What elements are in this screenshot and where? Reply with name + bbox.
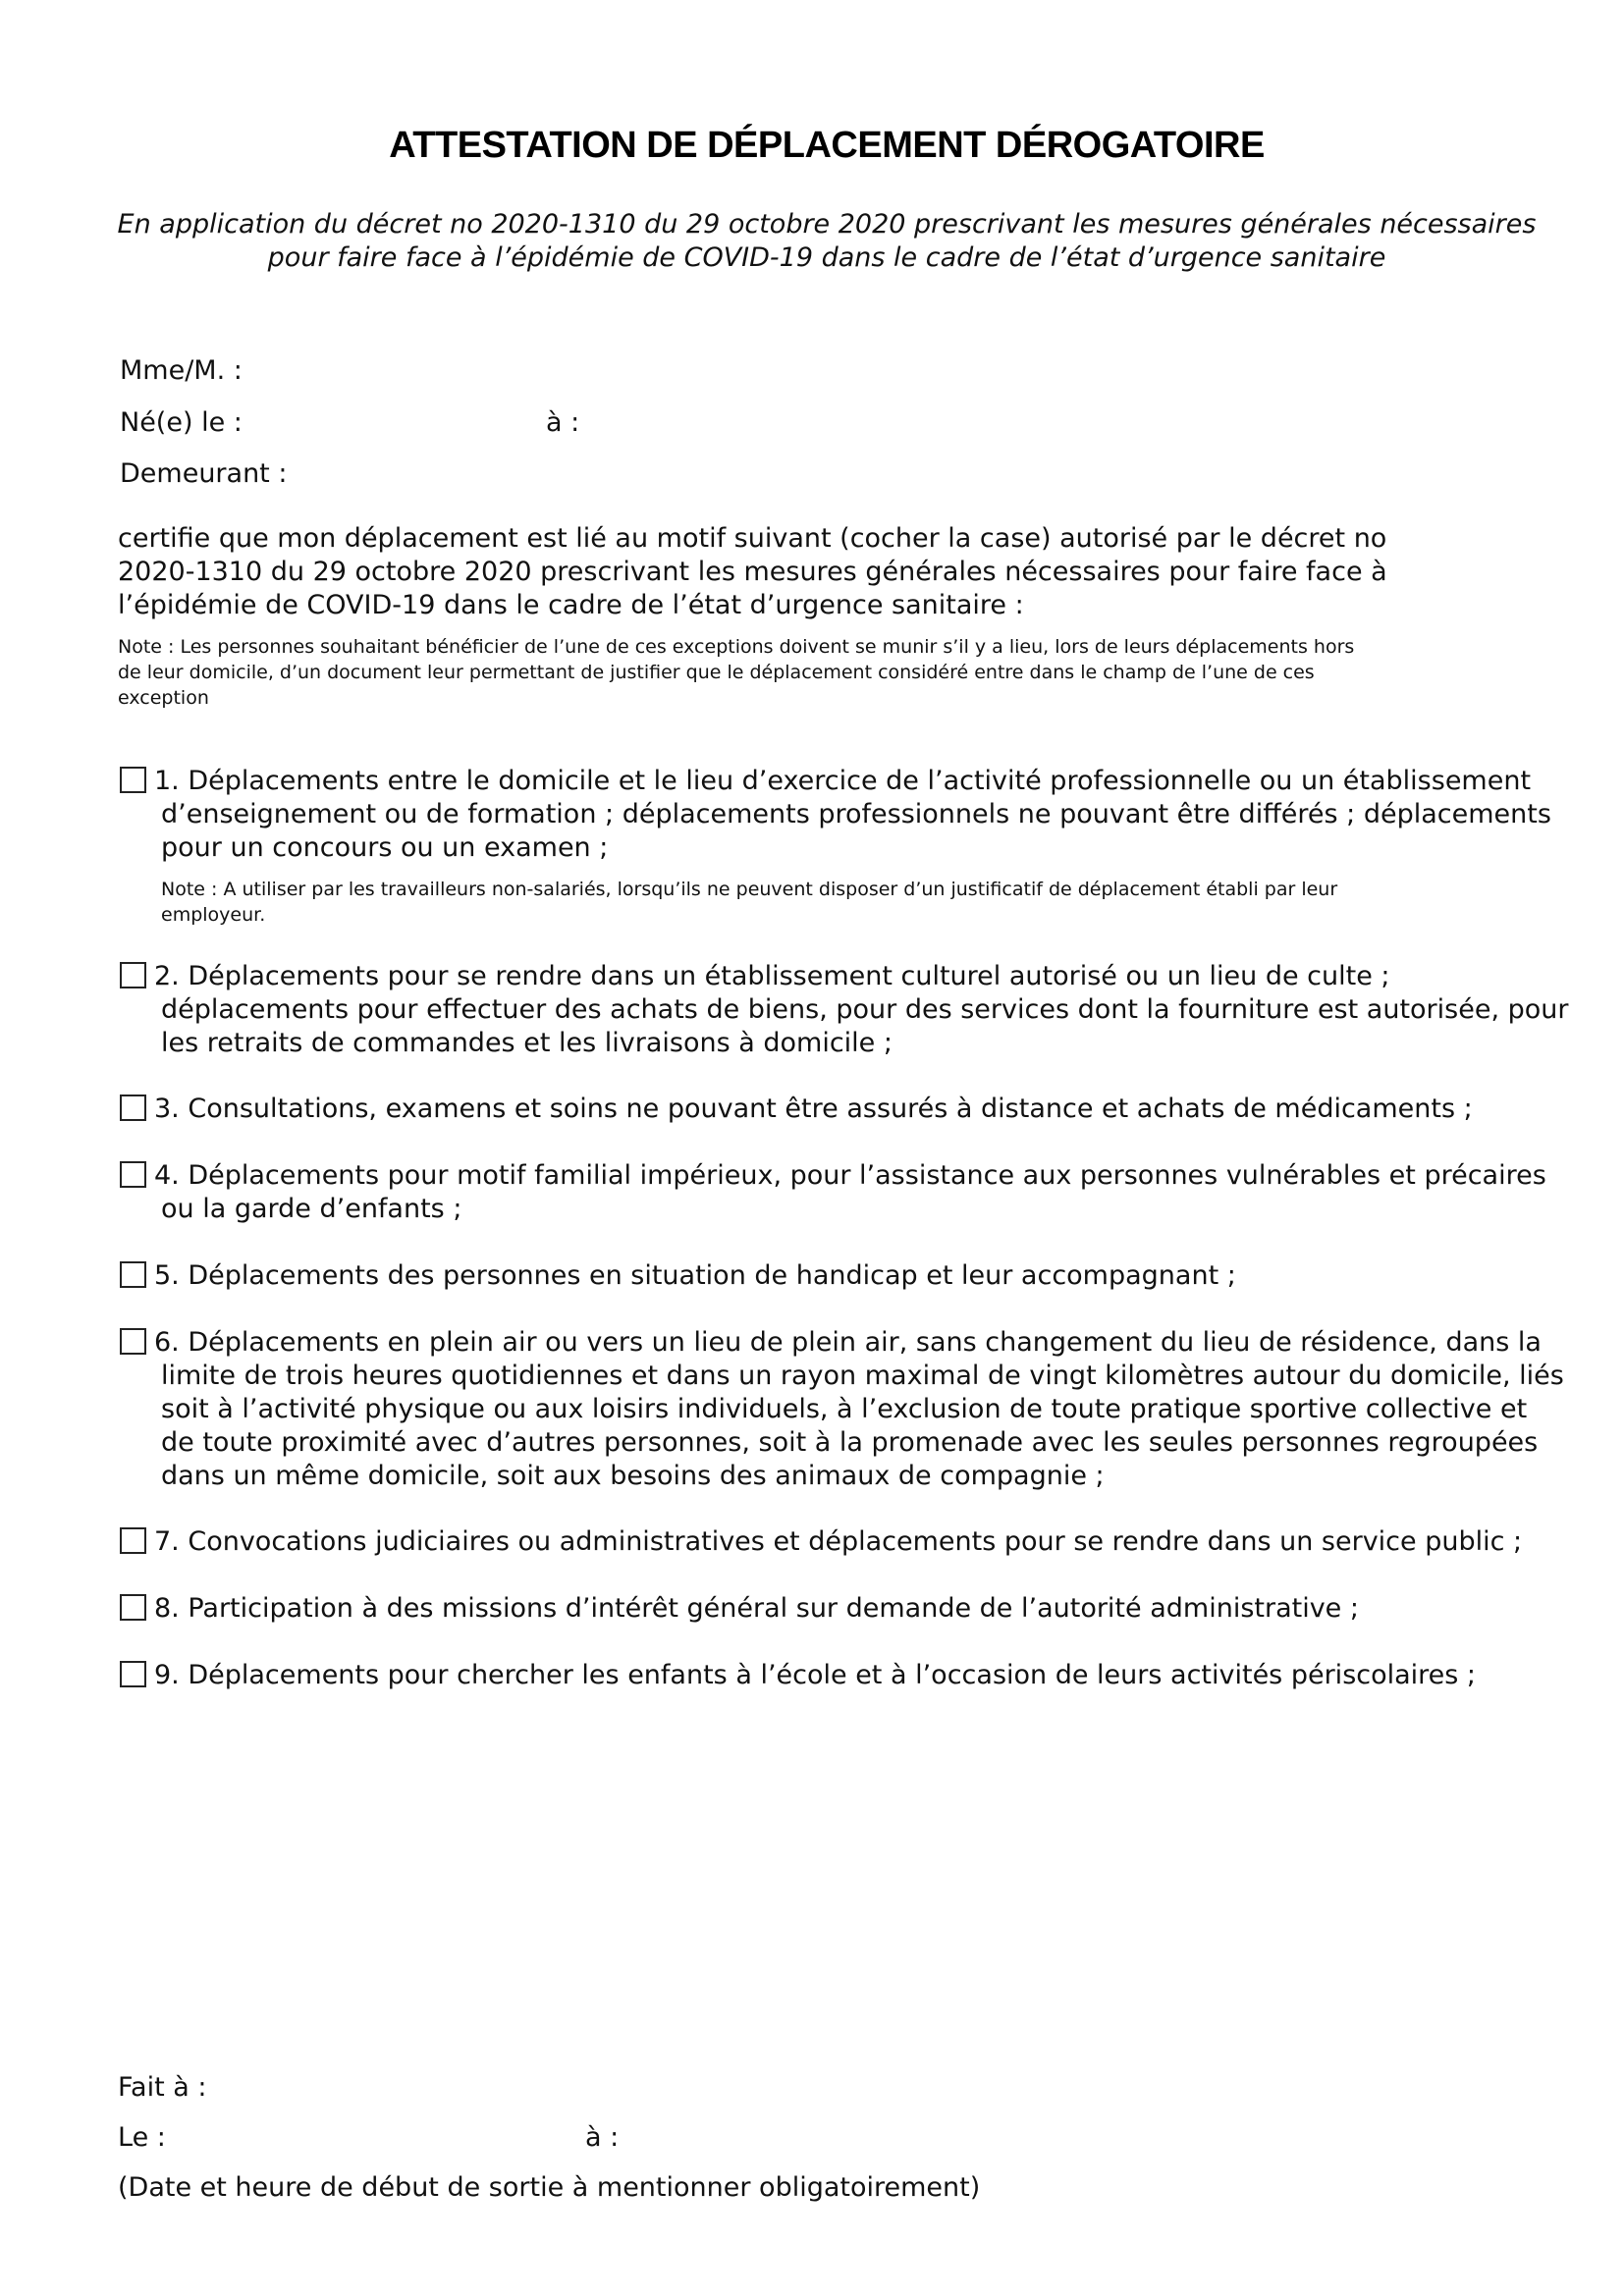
- option-text: ou la garde d’enfants ;: [161, 1194, 462, 1224]
- option-text: les retraits de commandes et les livraisons à domicile ;: [161, 1028, 893, 1058]
- document-title: ATTESTATION DE DÉPLACEMENT DÉROGATOIRE: [389, 125, 1265, 166]
- reason-checkbox-1[interactable]: [120, 767, 146, 793]
- option-text: 9. Déplacements pour chercher les enfants à l’école et à l’occasion de leurs activités périscolaires ;: [154, 1660, 1477, 1690]
- exceptions-note: [118, 634, 1354, 711]
- date-time-instruction: (Date et heure de début de sortie à mentionner obligatoirement): [118, 2172, 981, 2203]
- option-text: 8. Participation à des missions d’intérêt général sur demande de l’autorité administrative ;: [154, 1593, 1359, 1624]
- birth-date-field-label: Né(e) le :: [120, 407, 243, 438]
- option-text: limite de trois heures quotidiennes et dans un rayon maximal de vingt kilomètres autour du domicile, liés: [161, 1361, 1564, 1391]
- option-text: déplacements pour effectuer des achats de biens, pour des services dont la fourniture est autorisée, pour: [161, 994, 1569, 1025]
- reason-checkbox-5[interactable]: [120, 1261, 146, 1288]
- note-line: Note : A utiliser par les travailleurs non-salariés, lorsqu’ils ne peuvent disposer d’un justificatif de déplacement établi par leur: [161, 879, 1338, 900]
- date-label: Le :: [118, 2122, 166, 2153]
- reason-checkbox-7[interactable]: [120, 1527, 146, 1554]
- note-line: Note : Les personnes souhaitant bénéficier de l’une de ces exceptions doivent se munir s’il y a lieu, lors de leurs déplacements hors: [118, 636, 1355, 658]
- name-field-label: Mme/M. :: [120, 355, 243, 386]
- option-1-note: [161, 877, 1337, 928]
- reason-checkbox-2[interactable]: [120, 962, 146, 988]
- reason-option-6: [120, 1326, 1564, 1493]
- option-text: dans un même domicile, soit aux besoins des animaux de compagnie ;: [161, 1461, 1105, 1491]
- option-text: 1. Déplacements entre le domicile et le lieu d’exercice de l’activité professionnelle ou un établissement: [154, 766, 1532, 796]
- reason-option-9: [120, 1659, 1476, 1692]
- note-line: employeur.: [161, 904, 266, 926]
- note-line: exception: [118, 687, 209, 709]
- place-signed-label: Fait à :: [118, 2072, 207, 2103]
- time-label: à :: [585, 2122, 620, 2153]
- reason-option-3: [120, 1093, 1473, 1126]
- option-text: pour un concours ou un examen ;: [161, 832, 609, 863]
- document-subtitle: [0, 208, 1624, 275]
- option-text: soit à l’activité physique ou aux loisirs individuels, à l’exclusion de toute pratique sportive collective et: [161, 1394, 1528, 1424]
- option-text: 6. Déplacements en plein air ou vers un lieu de plein air, sans changement du lieu de résidence, dans la: [154, 1327, 1542, 1358]
- reason-checkbox-6[interactable]: [120, 1328, 146, 1355]
- certification-statement: [118, 522, 1551, 622]
- option-text: d’enseignement ou de formation ; déplacements professionnels ne pouvant être différés ; déplacements: [161, 799, 1551, 829]
- subtitle-line: pour faire face à l’épidémie de COVID-19 dans le cadre de l’état d’urgence sanitaire: [267, 242, 1386, 273]
- reason-option-5: [120, 1259, 1236, 1293]
- birth-place-field-label: à :: [546, 407, 580, 438]
- option-text: 5. Déplacements des personnes en situation de handicap et leur accompagnant ;: [154, 1260, 1236, 1291]
- certify-line: 2020-1310 du 29 octobre 2020 prescrivant les mesures générales nécessaires pour faire face à: [118, 557, 1387, 587]
- address-field-label: Demeurant :: [120, 458, 288, 489]
- reason-checkbox-9[interactable]: [120, 1661, 146, 1687]
- reason-checkbox-3[interactable]: [120, 1095, 146, 1121]
- reason-checkbox-4[interactable]: [120, 1161, 146, 1188]
- certify-line: certifie que mon déplacement est lié au motif suivant (cocher la case) autorisé par le décret no: [118, 523, 1387, 554]
- option-text: 2. Déplacements pour se rendre dans un établissement culturel autorisé ou un lieu de culte ;: [154, 961, 1390, 991]
- reason-checkbox-8[interactable]: [120, 1594, 146, 1621]
- reason-option-4: [120, 1159, 1546, 1226]
- certify-line: l’épidémie de COVID-19 dans le cadre de l’état d’urgence sanitaire :: [118, 590, 1024, 620]
- note-line: de leur domicile, d’un document leur permettant de justifier que le déplacement considéré entre dans le champ de l’une de ces: [118, 662, 1315, 683]
- option-text: 4. Déplacements pour motif familial impérieux, pour l’assistance aux personnes vulnérables et précaires: [154, 1160, 1546, 1191]
- option-text: 7. Convocations judiciaires ou administratives et déplacements pour se rendre dans un service public ;: [154, 1526, 1523, 1557]
- reason-option-1: [120, 765, 1551, 865]
- reason-option-8: [120, 1592, 1359, 1626]
- option-text: de toute proximité avec d’autres personnes, soit à la promenade avec les seules personnes regroupées: [161, 1427, 1539, 1458]
- option-text: 3. Consultations, examens et soins ne pouvant être assurés à distance et achats de médicaments ;: [154, 1094, 1473, 1124]
- subtitle-line: En application du décret no 2020-1310 du 29 octobre 2020 prescrivant les mesures générales nécessaires: [117, 209, 1537, 240]
- reason-option-7: [120, 1525, 1522, 1559]
- reason-option-2: [120, 960, 1568, 1060]
